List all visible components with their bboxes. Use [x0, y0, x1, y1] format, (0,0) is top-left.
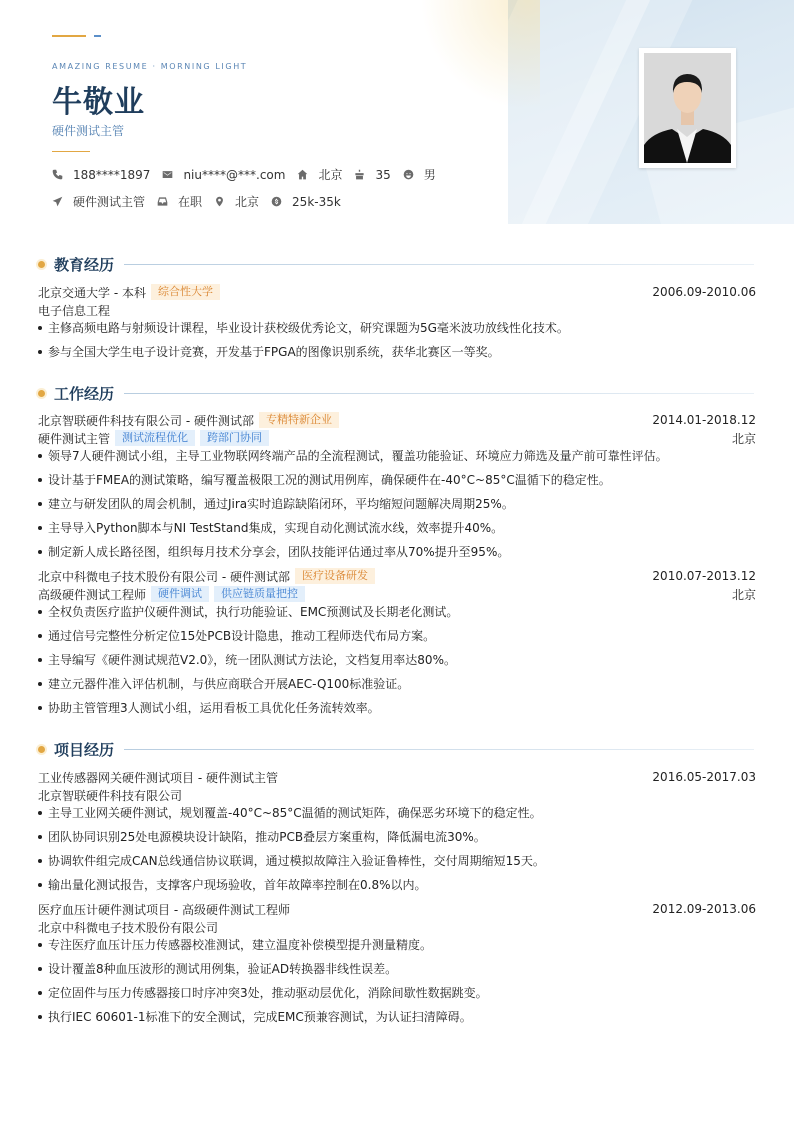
education-heading: 教育经历 [54, 256, 115, 274]
list-item: 建立元器件准入评估机制，与供应商联合开展AEC-Q100标准验证。 [38, 675, 756, 699]
list-item: 主导工业网关硬件测试，规划覆盖-40°C~85°C温循的测试矩阵，确保恶劣环境下的稳定性。 [38, 804, 756, 828]
accent-line-short [94, 35, 101, 37]
section-bullet-dot [38, 746, 45, 753]
gender-text: 男 [423, 168, 436, 182]
project-name: 医疗血压计硬件测试项目 - 高级硬件测试工程师 [38, 902, 290, 917]
work-entry [38, 567, 756, 723]
job-role: 硬件测试主管 [38, 431, 111, 446]
project-bullets [38, 804, 756, 900]
intent-city-text: 北京 [235, 195, 260, 209]
list-item: 主导导入Python脚本与NI TestStand集成，实现自动化测试流水线，效率提升40%。 [38, 519, 756, 543]
company-tag: 医疗设备研发 [295, 568, 375, 584]
salary-text: 25k-35k [292, 194, 341, 209]
section-rule [124, 264, 754, 265]
job-bullets [38, 603, 756, 723]
list-item: 参与全国大学生电子设计竞赛，开发基于FPGA的图像识别系统，获华北赛区一等奖。 [38, 343, 756, 367]
company-name: 北京智联硬件科技有限公司 - 硬件测试部 [38, 413, 254, 428]
list-item: 协调软件组完成CAN总线通信协议联调，通过模拟故障注入验证鲁棒性，交付周期缩短15天。 [38, 852, 756, 876]
list-item: 通过信号完整性分析定位15处PCB设计隐患，推动工程师迭代布局方案。 [38, 627, 756, 651]
section-rule [124, 393, 754, 394]
phone-icon [52, 169, 63, 180]
work-heading: 工作经历 [54, 385, 115, 403]
cake-icon [354, 169, 365, 180]
project-company: 北京智联硬件科技有限公司 [38, 788, 183, 803]
phone-text: 188****1897 [73, 167, 151, 182]
name-divider [52, 151, 90, 152]
project-section-header [38, 739, 754, 760]
resume-tagline: AMAZING RESUME · MORNING LIGHT [52, 62, 248, 71]
education-entry [38, 283, 756, 367]
list-item: 输出量化测试报告，支撑客户现场验收，首年故障率控制在0.8%以内。 [38, 876, 756, 900]
list-item: 全权负责医疗监护仪硬件测试，执行功能验证、EMC预测试及长期老化测试。 [38, 603, 756, 627]
company-name: 北京中科微电子技术股份有限公司 - 硬件测试部 [38, 569, 290, 584]
age-info [354, 168, 390, 182]
list-item: 主修高频电路与射频设计课程，毕业设计获校级优秀论文，研究课题为5G毫米波功放线性化技术。 [38, 319, 756, 343]
status-info [157, 193, 202, 210]
job-city: 北京 [731, 431, 756, 446]
home-icon [297, 169, 308, 180]
job-intent-row [52, 193, 353, 210]
accent-line [52, 35, 86, 37]
phone-info [52, 168, 150, 182]
email-text: niu****@***.com [183, 167, 286, 182]
inbox-icon [157, 196, 168, 207]
work-entry [38, 411, 756, 567]
email-info [162, 168, 285, 182]
education-bullets [38, 319, 756, 367]
age-text: 35 [375, 167, 391, 182]
project-heading: 项目经历 [54, 741, 115, 759]
salary-info [271, 195, 341, 209]
list-item: 执行IEC 60601-1标准下的安全测试，完成EMC预兼容测试，为认证扫清障碍。 [38, 1008, 756, 1032]
list-item: 建立与研发团队的周会机制，通过Jira实时追踪缺陷闭环，平均缩短问题解决周期25%。 [38, 495, 756, 519]
project-name: 工业传感器网关硬件测试项目 - 硬件测试主管 [38, 770, 278, 785]
list-item: 设计覆盖8种血压波形的测试用例集，验证AD转换器非线性误差。 [38, 960, 756, 984]
job-date: 2010.07-2013.12 [652, 569, 756, 583]
header-glow [420, 0, 540, 110]
school-tag: 综合性大学 [151, 284, 220, 300]
home-info [297, 166, 342, 183]
list-item: 设计基于FMEA的测试策略，编写覆盖极限工况的测试用例库，确保硬件在-40°C~85°C温循下的稳定性。 [38, 471, 756, 495]
candidate-title: 硬件测试主管 [52, 124, 125, 138]
intent-position-info [52, 193, 145, 210]
smile-icon [403, 169, 414, 180]
list-item: 团队协同识别25处电源模块设计缺陷，推动PCB叠层方案重构，降低漏电流30%。 [38, 828, 756, 852]
project-date: 2016.05-2017.03 [652, 770, 756, 784]
job-bullets [38, 447, 756, 567]
project-date: 2012.09-2013.06 [652, 902, 756, 916]
school-name: 北京交通大学 - 本科 [38, 285, 146, 300]
list-item: 领导7人硬件测试小组，主导工业物联网终端产品的全流程测试，覆盖功能验证、环境应力筛选及量产前可靠性评估。 [38, 447, 756, 471]
section-bullet-dot [38, 261, 45, 268]
job-role: 高级硬件测试工程师 [38, 587, 147, 602]
portrait-image [644, 53, 731, 163]
send-icon [52, 196, 63, 207]
list-item: 专注医疗血压计压力传感器校准测试，建立温度补偿模型提升测量精度。 [38, 936, 756, 960]
section-rule [124, 749, 754, 750]
major-name: 电子信息工程 [38, 303, 111, 318]
location-icon [214, 196, 225, 207]
role-tag: 硬件调试 [151, 586, 209, 602]
project-company: 北京中科微电子技术股份有限公司 [38, 920, 219, 935]
list-item: 协助主管管理3人测试小组，运用看板工具优化任务流转效率。 [38, 699, 756, 723]
list-item: 定位固件与压力传感器接口时序冲突3处，推动驱动层优化，消除间歇性数据跳变。 [38, 984, 756, 1008]
project-entry [38, 900, 756, 1032]
role-tag: 测试流程优化 [115, 430, 195, 446]
home-text: 北京 [318, 168, 343, 182]
project-bullets [38, 936, 756, 1032]
list-item: 主导编写《硬件测试规范V2.0》，统一团队测试方法论，文档复用率达80%。 [38, 651, 756, 675]
job-city: 北京 [731, 587, 756, 602]
education-date: 2006.09-2010.06 [652, 285, 756, 299]
list-item: 制定新人成长路径图，组织每月技术分享会，团队技能评估通过率从70%提升至95%。 [38, 543, 756, 567]
mail-icon [162, 169, 173, 180]
job-date: 2014.01-2018.12 [652, 413, 756, 427]
role-tag: 跨部门协同 [200, 430, 269, 446]
project-entry [38, 768, 756, 900]
role-tag: 供应链质量把控 [214, 586, 305, 602]
intent-city-info [214, 193, 259, 210]
section-bullet-dot [38, 390, 45, 397]
intent-position-text: 硬件测试主管 [73, 195, 146, 209]
work-section-header [38, 383, 754, 404]
status-text: 在职 [178, 195, 203, 209]
profile-photo [639, 48, 736, 168]
money-icon [271, 196, 282, 207]
company-tag: 专精特新企业 [259, 412, 339, 428]
education-section-header [38, 254, 754, 275]
gender-info [403, 166, 436, 183]
contact-row [52, 166, 448, 183]
candidate-name: 牛敬业 [52, 85, 145, 120]
